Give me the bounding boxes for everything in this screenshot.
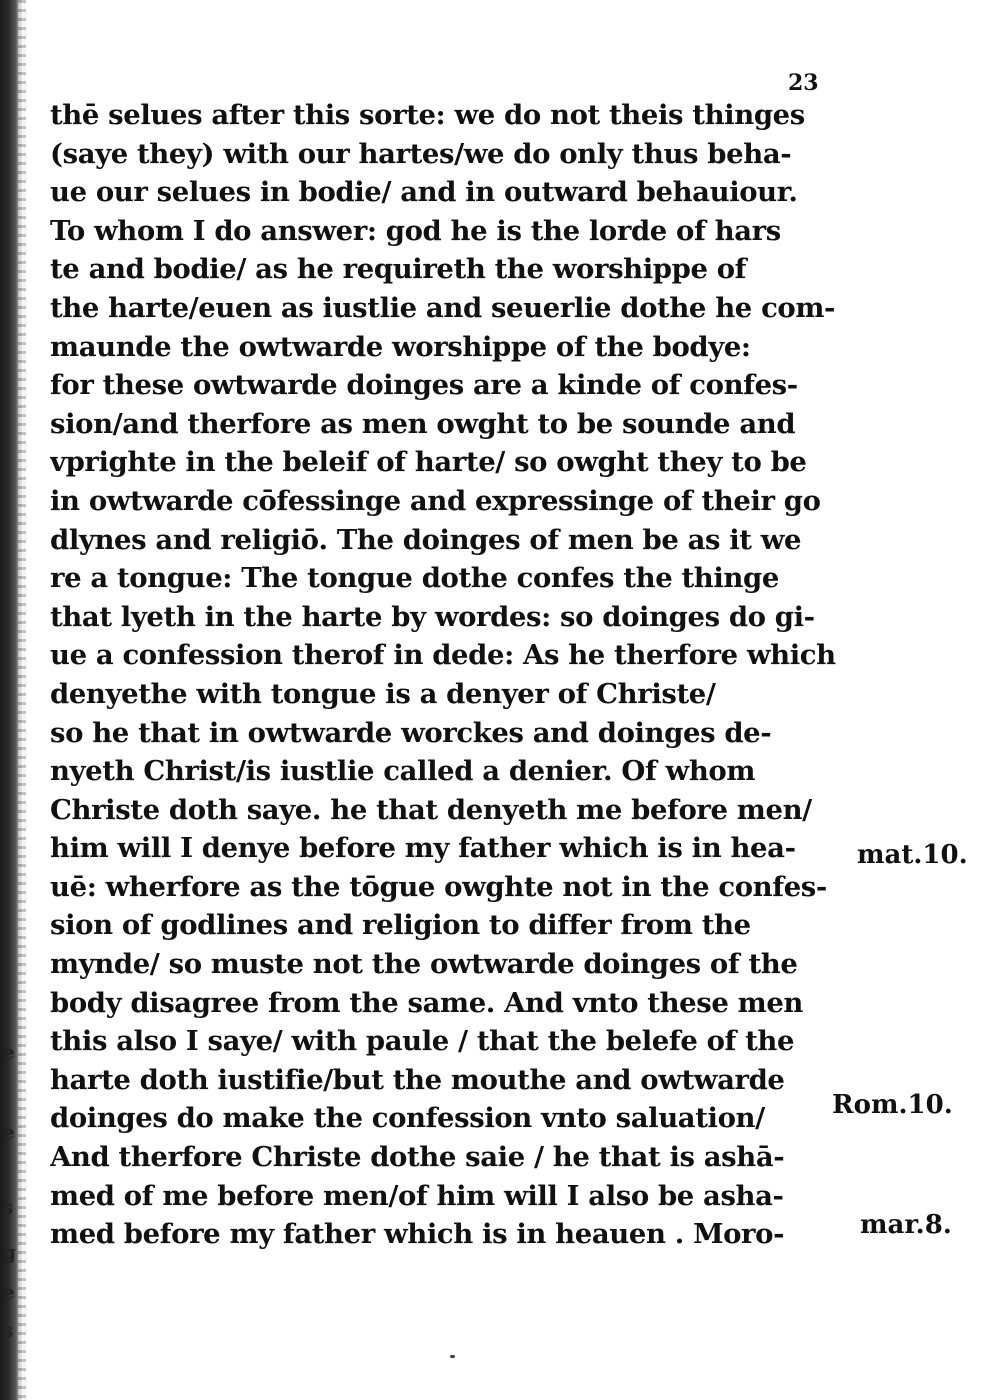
text-line: thē selues after this sorte: we do not theis thinges: [50, 99, 805, 131]
text-line: body disagree from the same. And vnto these men: [50, 986, 804, 1019]
text-line: denyethe with tongue is a denyer of Christe/: [50, 677, 716, 710]
text-line: To whom I do answer: god he is the lorde of hars: [50, 214, 781, 247]
text-line: re a tongue: The tongue dothe confes the thinge: [50, 562, 779, 595]
binding-texture: [18, 0, 26, 1400]
facing-page-fragment: s: [2, 1318, 14, 1342]
margin-note-mar: mar.8.: [860, 1210, 952, 1240]
text-line: in owtwarde cōfessinge and expressinge of their go: [50, 484, 821, 517]
text-line: harte doth iustifie/but the mouthe and owtwarde: [50, 1063, 785, 1096]
text-line: for these owtwarde doinges are a kinde of confes-: [50, 369, 798, 402]
text-line: Christe doth saye. he that denyeth me before men/: [50, 793, 812, 826]
text-line: that lyeth in the harte by wordes: so doinges do gi-: [50, 600, 815, 633]
text-line: dlynes and religiō. The doinges of men be as it we: [50, 523, 802, 556]
margin-note-mat: mat.10.: [857, 840, 968, 870]
text-line: this also I saye/ with paule / that the belefe of the: [50, 1025, 795, 1058]
facing-page-fragment: e: [2, 1040, 15, 1064]
facing-page-fragment: g: [2, 1240, 16, 1264]
text-line: maunde the owtwarde worshippe of the bodye:: [50, 330, 751, 363]
text-line: uē: wherfore as the tōgue owghte not in the confes-: [50, 870, 827, 903]
margin-note-rom: Rom.10.: [832, 1090, 953, 1120]
text-line: med of me before men/of him will I also be asha-: [50, 1179, 784, 1212]
text-line: ue a confession therof in dede: As he therfore which: [50, 639, 836, 672]
text-line: so he that in owtwarde worckes and doinges de-: [50, 716, 772, 749]
text-line: med before my father which is in heauen . Moro-: [50, 1218, 785, 1251]
text-line: ue our selues in bodie/ and in outward behauiour.: [50, 176, 798, 209]
facing-page-fragment: s: [2, 1195, 14, 1219]
facing-page-fragment: e: [2, 1280, 15, 1304]
ink-speck: [450, 1355, 455, 1358]
text-line: sion/and therfore as men owght to be sounde and: [50, 407, 796, 440]
text-line: vprighte in the beleif of harte/ so owght they to be: [50, 446, 807, 479]
page-number: 23: [788, 70, 819, 96]
text-line: te and bodie/ as he requireth the worshippe of: [50, 253, 747, 286]
text-line: sion of godlines and religion to differ from the: [50, 909, 751, 942]
text-line: nyeth Christ/is iustlie called a denier. Of whom: [50, 755, 756, 788]
text-line: doinges do make the confession vnto saluation/: [50, 1102, 765, 1135]
text-line: (saye they) with our hartes/we do only thus beha-: [50, 137, 792, 170]
text-line: mynde/ so muste not the owtwarde doinges of the: [50, 948, 798, 981]
text-line: And therfore Christe dothe saie / he that is ashā-: [50, 1141, 785, 1174]
body-text: [50, 96, 840, 1254]
facing-page-fragment: e: [2, 1120, 15, 1144]
text-line: him will I denye before my father which is in hea-: [50, 832, 796, 865]
text-line: the harte/euen as iustlie and seuerlie dothe he com-: [50, 291, 836, 324]
